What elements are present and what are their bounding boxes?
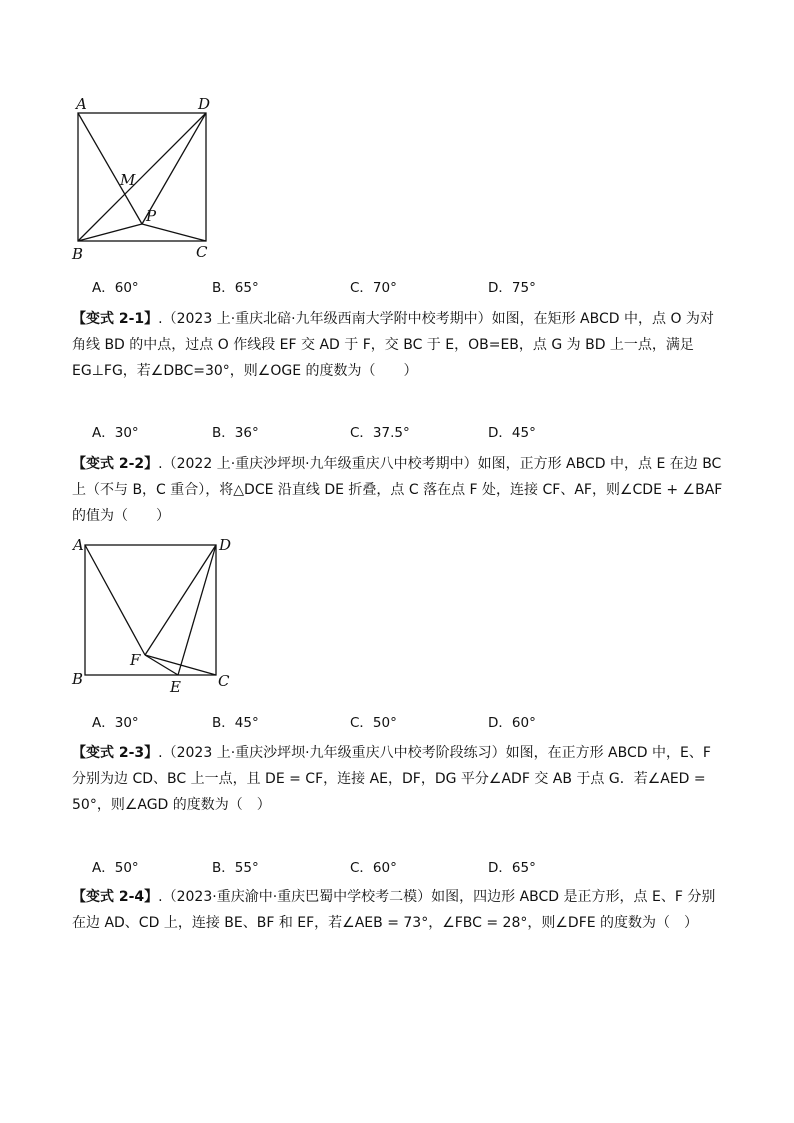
- label-a: A: [76, 95, 87, 113]
- segment-de: [178, 545, 216, 675]
- label-m: M: [120, 171, 136, 189]
- problem-tag: 【变式 2-4】: [72, 889, 159, 905]
- option-d[interactable]: D．45°: [488, 425, 536, 441]
- option-a[interactable]: A．60°: [92, 280, 139, 296]
- segment-df: [145, 545, 216, 655]
- segment-af: [85, 545, 145, 655]
- segment-pc: [142, 224, 206, 241]
- label-d: D: [198, 95, 211, 113]
- option-a[interactable]: A．30°: [92, 425, 139, 441]
- options-row-1: [92, 276, 652, 296]
- figure-square-abcd-mp: [60, 90, 230, 265]
- segment-fc: [145, 655, 216, 675]
- options-row-3: [92, 711, 652, 731]
- problem-text: .（2023 上·重庆北碚·九年级西南大学附中校考期中）如图，在矩形 ABCD 中，点 O 为对角线 BD 的中点，过点 O 作线段 EF 交 AD 于 F，交 BC 于 E，OB=EB，点 G 为 BD 上一点，满足 EG⊥FG，若∠DBC=30°，则∠OGE 的度数为（ ）: [72, 311, 714, 379]
- label-b: B: [72, 670, 84, 688]
- option-c[interactable]: C．50°: [350, 715, 397, 731]
- label-p: P: [146, 207, 157, 225]
- problem-tag: 【变式 2-3】: [72, 745, 159, 761]
- problem-2-1: [72, 306, 724, 384]
- label-c: C: [218, 672, 230, 690]
- option-c[interactable]: C．60°: [350, 860, 397, 876]
- segment-fe: [145, 655, 178, 675]
- option-c[interactable]: C．70°: [350, 280, 397, 296]
- option-d[interactable]: D．65°: [488, 860, 536, 876]
- segment-db: [78, 113, 206, 241]
- segment-bp: [78, 224, 142, 241]
- option-b[interactable]: B．36°: [212, 425, 259, 441]
- problem-2-2: [72, 451, 724, 529]
- options-row-4: [92, 856, 652, 876]
- problem-tag: 【变式 2-2】: [72, 456, 159, 472]
- problem-text: .（2023 上·重庆沙坪坝·九年级重庆八中校考阶段练习）如图，在正方形 ABCD 中，E、F 分别为边 CD、BC 上一点，且 DE = CF，连接 AE，DF，DG 平分∠ADF 交 AB 于点 G．若∠AED = 50°，则∠AGD 的度数为（ ）: [72, 745, 711, 813]
- label-f: F: [130, 651, 141, 669]
- label-e: E: [170, 678, 181, 696]
- option-d[interactable]: D．60°: [488, 715, 536, 731]
- problem-tag: 【变式 2-1】: [72, 311, 159, 327]
- option-b[interactable]: B．45°: [212, 715, 259, 731]
- label-a: A: [73, 536, 84, 554]
- problem-2-3: [72, 740, 724, 818]
- figure-square-fold: [60, 530, 240, 700]
- problem-2-4: [72, 884, 724, 936]
- option-b[interactable]: B．65°: [212, 280, 259, 296]
- label-b: B: [72, 245, 84, 263]
- problem-text: .（2022 上·重庆沙坪坝·九年级重庆八中校考期中）如图，正方形 ABCD 中，点 E 在边 BC 上（不与 B，C 重合），将△DCE 沿直线 DE 折叠，点 C 落在点 F 处，连接 CF、AF，则∠CDE + ∠BAF 的值为（ ）: [72, 456, 723, 524]
- option-d[interactable]: D．75°: [488, 280, 536, 296]
- option-a[interactable]: A．50°: [92, 860, 139, 876]
- label-c: C: [196, 243, 208, 261]
- options-row-2: [92, 421, 652, 441]
- problem-text: .（2023·重庆渝中·重庆巴蜀中学校考二模）如图，四边形 ABCD 是正方形，点 E、F 分别在边 AD、CD 上，连接 BE、BF 和 EF，若∠AEB = 73°，∠FBC = 28°，则∠DFE 的度数为（ ）: [72, 889, 716, 931]
- label-d: D: [219, 536, 232, 554]
- option-b[interactable]: B．55°: [212, 860, 259, 876]
- option-c[interactable]: C．37.5°: [350, 425, 410, 441]
- option-a[interactable]: A．30°: [92, 715, 139, 731]
- segment-ap: [78, 113, 142, 224]
